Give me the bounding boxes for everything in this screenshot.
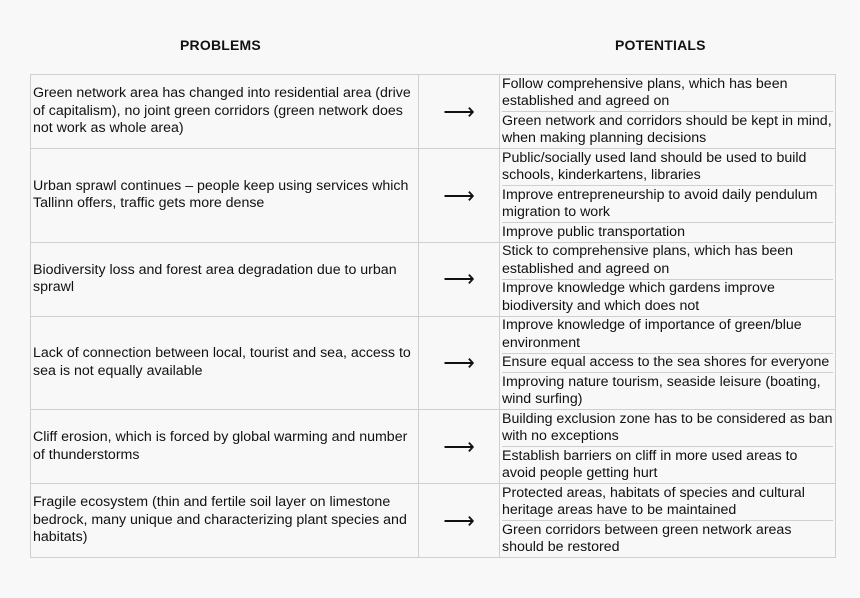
potentials-cell	[500, 316, 836, 410]
potential-item: Improve knowledge of importance of green/blue environment	[502, 317, 833, 354]
arrow-right-icon: ⟶	[419, 242, 500, 316]
arrow-right-icon: ⟶	[419, 75, 500, 149]
table-row	[31, 75, 836, 149]
arrow-right-icon: ⟶	[419, 410, 500, 484]
arrow-right-icon: ⟶	[419, 316, 500, 410]
problems-header: PROBLEMS	[180, 37, 261, 53]
potential-item: Improve public transportation	[502, 223, 685, 240]
potential-item: Improving nature tourism, seaside leisure (boating, wind surfing)	[502, 373, 821, 407]
potential-item: Building exclusion zone has to be considered as ban with no exceptions	[502, 410, 833, 447]
potential-item: Stick to comprehensive plans, which has been established and agreed on	[502, 243, 833, 280]
table-row	[31, 484, 836, 558]
arrow-right-icon: ⟶	[419, 484, 500, 558]
potentials-cell	[500, 410, 836, 484]
potential-item: Green network and corridors should be kept in mind, when making planning decisions	[502, 112, 832, 146]
table-row	[31, 149, 836, 243]
potentials-cell	[500, 484, 836, 558]
potential-item: Protected areas, habitats of species and cultural heritage areas have to be maintained	[502, 484, 833, 521]
potentials-cell	[500, 149, 836, 243]
table-row	[31, 242, 836, 316]
potentials-cell	[500, 75, 836, 149]
potential-item: Public/socially used land should be used to build schools, kinderkartens, libraries	[502, 149, 833, 186]
problem-cell: Cliff erosion, which is forced by global warming and number of thunderstorms	[31, 410, 419, 484]
potentials-cell	[500, 242, 836, 316]
potential-item: Improve knowledge which gardens improve biodiversity and which does not	[502, 280, 775, 314]
problem-cell: Green network area has changed into residential area (drive of capitalism), no joint green corridors (green network does not work as whole area)	[31, 75, 419, 149]
arrow-right-icon: ⟶	[419, 149, 500, 243]
potential-item: Follow comprehensive plans, which has been established and agreed on	[502, 75, 833, 112]
potentials-header: POTENTIALS	[615, 37, 706, 53]
potential-item: Improve entrepreneurship to avoid daily pendulum migration to work	[502, 186, 833, 223]
potential-item: Establish barriers on cliff in more used areas to avoid people getting hurt	[502, 447, 798, 481]
table-body	[31, 75, 836, 558]
table-row	[31, 410, 836, 484]
potential-item: Green corridors between green network areas should be restored	[502, 521, 792, 555]
problem-cell: Lack of connection between local, tourist and sea, access to sea is not equally available	[31, 316, 419, 410]
problem-cell: Biodiversity loss and forest area degradation due to urban sprawl	[31, 242, 419, 316]
problem-cell: Fragile ecosystem (thin and fertile soil layer on limestone bedrock, many unique and characterizing plant species and habitats)	[31, 484, 419, 558]
table-row	[31, 316, 836, 410]
potential-item: Ensure equal access to the sea shores for everyone	[502, 354, 833, 374]
problems-potentials-table	[30, 74, 836, 558]
problem-cell: Urban sprawl continues – people keep using services which Tallinn offers, traffic gets more dense	[31, 149, 419, 243]
